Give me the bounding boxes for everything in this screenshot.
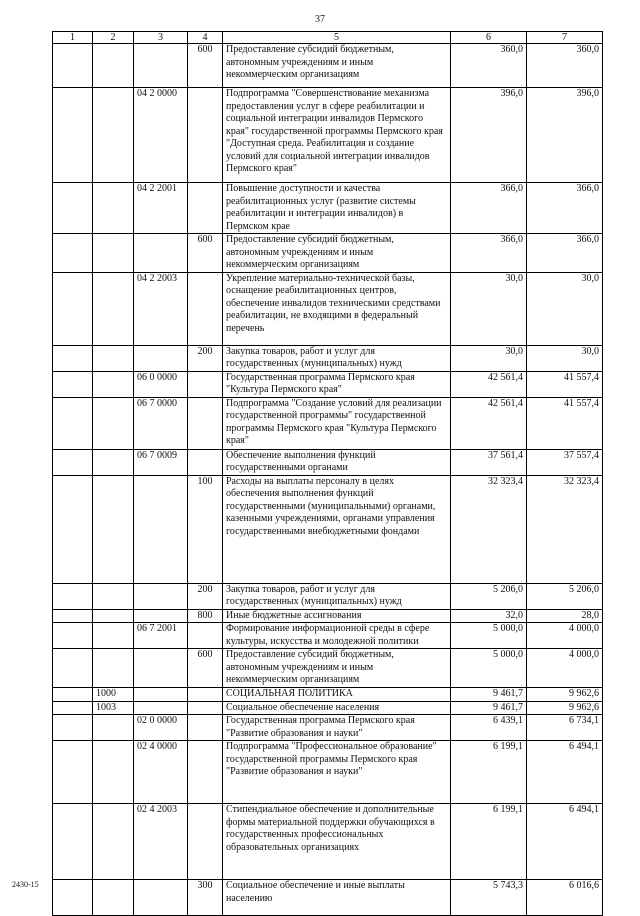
cell-target-article: 02 4 2003 bbox=[134, 804, 188, 880]
cell-col1 bbox=[53, 397, 93, 449]
cell-amount-year2: 396,0 bbox=[527, 88, 603, 183]
cell-col1 bbox=[53, 345, 93, 371]
cell-section bbox=[93, 804, 134, 880]
cell-section bbox=[93, 649, 134, 688]
table-row bbox=[53, 715, 603, 741]
cell-col1 bbox=[53, 371, 93, 397]
cell-section bbox=[93, 183, 134, 234]
column-header: 4 bbox=[188, 32, 223, 44]
footer-code: 2430-15 bbox=[12, 880, 39, 889]
cell-amount-year1: 360,0 bbox=[451, 44, 527, 88]
cell-description: Социальное обеспечение и иные выплаты населению bbox=[223, 880, 451, 916]
cell-amount-year1: 396,0 bbox=[451, 88, 527, 183]
cell-description: Обеспечение выполнения функций государственными органами bbox=[223, 449, 451, 475]
cell-description: Закупка товаров, работ и услуг для государственных (муниципальных) нужд bbox=[223, 345, 451, 371]
cell-amount-year1: 5 000,0 bbox=[451, 649, 527, 688]
cell-col1 bbox=[53, 649, 93, 688]
cell-expense-type bbox=[188, 371, 223, 397]
cell-target-article: 06 7 0009 bbox=[134, 449, 188, 475]
cell-amount-year1: 366,0 bbox=[451, 234, 527, 273]
cell-amount-year1: 30,0 bbox=[451, 272, 527, 345]
cell-col1 bbox=[53, 88, 93, 183]
cell-expense-type: 300 bbox=[188, 880, 223, 916]
cell-description: СОЦИАЛЬНАЯ ПОЛИТИКА bbox=[223, 688, 451, 702]
cell-expense-type: 200 bbox=[188, 345, 223, 371]
cell-target-article bbox=[134, 583, 188, 609]
cell-target-article bbox=[134, 701, 188, 715]
table-row bbox=[53, 623, 603, 649]
page-number: 37 bbox=[315, 14, 325, 25]
cell-expense-type bbox=[188, 804, 223, 880]
cell-target-article bbox=[134, 234, 188, 273]
cell-amount-year2: 9 962,6 bbox=[527, 701, 603, 715]
cell-expense-type bbox=[188, 88, 223, 183]
cell-amount-year1: 6 439,1 bbox=[451, 715, 527, 741]
cell-col1 bbox=[53, 234, 93, 273]
cell-amount-year2: 37 557,4 bbox=[527, 449, 603, 475]
cell-amount-year1: 30,0 bbox=[451, 345, 527, 371]
table-row bbox=[53, 880, 603, 916]
cell-col1 bbox=[53, 609, 93, 623]
cell-target-article: 06 7 0000 bbox=[134, 397, 188, 449]
cell-description: Формирование информационной среды в сфере культуры, искусства и молодежной политики bbox=[223, 623, 451, 649]
cell-description: Подпрограмма "Профессиональное образование" государственной программы Пермского края "Развитие образования и науки" bbox=[223, 741, 451, 804]
cell-amount-year1: 366,0 bbox=[451, 183, 527, 234]
column-header: 3 bbox=[134, 32, 188, 44]
cell-target-article: 06 0 0000 bbox=[134, 371, 188, 397]
cell-amount-year1: 37 561,4 bbox=[451, 449, 527, 475]
cell-amount-year2: 41 557,4 bbox=[527, 371, 603, 397]
cell-expense-type bbox=[188, 701, 223, 715]
cell-amount-year1: 32,0 bbox=[451, 609, 527, 623]
table-row bbox=[53, 475, 603, 583]
cell-col1 bbox=[53, 623, 93, 649]
table-row bbox=[53, 649, 603, 688]
cell-description: Подпрограмма "Совершенствование механизма предоставления услуг в сфере реабилитации и социальной интеграции инвалидов Пермского края" государственной программы Пермского края "Доступная среда. Реабилитация и создание условий для социальной интеграции инвалидов Пермского края" bbox=[223, 88, 451, 183]
cell-section bbox=[93, 623, 134, 649]
cell-target-article: 02 4 0000 bbox=[134, 741, 188, 804]
cell-description: Укрепление материально-технической базы, оснащение реабилитационных центров, обеспечение инвалидов техническими средствами реабилитации, не входящими в федеральный перечень bbox=[223, 272, 451, 345]
budget-table bbox=[52, 31, 603, 916]
cell-description: Расходы на выплаты персоналу в целях обеспечения выполнения функций государственными (муниципальными) органами, казенными учреждениями, органами управления государственными внебюджетными фондами bbox=[223, 475, 451, 583]
column-header: 5 bbox=[223, 32, 451, 44]
table-row bbox=[53, 701, 603, 715]
cell-amount-year1: 5 000,0 bbox=[451, 623, 527, 649]
cell-amount-year1: 5 206,0 bbox=[451, 583, 527, 609]
cell-target-article bbox=[134, 880, 188, 916]
table-row bbox=[53, 44, 603, 88]
cell-amount-year2: 366,0 bbox=[527, 183, 603, 234]
cell-col1 bbox=[53, 44, 93, 88]
cell-section bbox=[93, 449, 134, 475]
cell-description: Закупка товаров, работ и услуг для государственных (муниципальных) нужд bbox=[223, 583, 451, 609]
table-row bbox=[53, 688, 603, 702]
cell-col1 bbox=[53, 741, 93, 804]
cell-expense-type: 600 bbox=[188, 44, 223, 88]
column-header: 6 bbox=[451, 32, 527, 44]
cell-expense-type: 200 bbox=[188, 583, 223, 609]
cell-target-article bbox=[134, 44, 188, 88]
cell-target-article: 04 2 2001 bbox=[134, 183, 188, 234]
cell-expense-type bbox=[188, 623, 223, 649]
cell-expense-type bbox=[188, 272, 223, 345]
column-header: 1 bbox=[53, 32, 93, 44]
cell-section bbox=[93, 397, 134, 449]
table-row bbox=[53, 397, 603, 449]
table-row bbox=[53, 583, 603, 609]
cell-description: Иные бюджетные ассигнования bbox=[223, 609, 451, 623]
table-row bbox=[53, 88, 603, 183]
cell-amount-year1: 32 323,4 bbox=[451, 475, 527, 583]
column-header: 7 bbox=[527, 32, 603, 44]
cell-description: Стипендиальное обеспечение и дополнительные формы материальной поддержки обучающихся в государственных профессиональных образовательных организациях bbox=[223, 804, 451, 880]
cell-section: 1000 bbox=[93, 688, 134, 702]
cell-amount-year2: 9 962,6 bbox=[527, 688, 603, 702]
table-row bbox=[53, 804, 603, 880]
table-row bbox=[53, 609, 603, 623]
cell-col1 bbox=[53, 804, 93, 880]
cell-col1 bbox=[53, 715, 93, 741]
cell-amount-year2: 4 000,0 bbox=[527, 649, 603, 688]
cell-col1 bbox=[53, 183, 93, 234]
cell-section bbox=[93, 475, 134, 583]
cell-amount-year2: 6 734,1 bbox=[527, 715, 603, 741]
cell-target-article: 02 0 0000 bbox=[134, 715, 188, 741]
cell-amount-year2: 4 000,0 bbox=[527, 623, 603, 649]
cell-section bbox=[93, 88, 134, 183]
cell-expense-type bbox=[188, 688, 223, 702]
cell-description: Повышение доступности и качества реабилитационных услуг (развитие системы реабилитации и интеграции инвалидов) в Пермском крае bbox=[223, 183, 451, 234]
cell-expense-type bbox=[188, 183, 223, 234]
table-row bbox=[53, 234, 603, 273]
cell-description: Предоставление субсидий бюджетным, автономным учреждениям и иным некоммерческим организациям bbox=[223, 44, 451, 88]
cell-section bbox=[93, 609, 134, 623]
cell-amount-year2: 28,0 bbox=[527, 609, 603, 623]
cell-target-article bbox=[134, 609, 188, 623]
cell-amount-year2: 6 494,1 bbox=[527, 804, 603, 880]
cell-amount-year1: 6 199,1 bbox=[451, 804, 527, 880]
cell-amount-year2: 6 494,1 bbox=[527, 741, 603, 804]
cell-target-article: 04 2 0000 bbox=[134, 88, 188, 183]
cell-amount-year2: 366,0 bbox=[527, 234, 603, 273]
cell-amount-year2: 32 323,4 bbox=[527, 475, 603, 583]
cell-section bbox=[93, 44, 134, 88]
cell-amount-year1: 6 199,1 bbox=[451, 741, 527, 804]
cell-description: Государственная программа Пермского края "Развитие образования и науки" bbox=[223, 715, 451, 741]
header-row bbox=[53, 32, 603, 44]
cell-col1 bbox=[53, 688, 93, 702]
cell-section bbox=[93, 583, 134, 609]
cell-col1 bbox=[53, 475, 93, 583]
cell-expense-type: 800 bbox=[188, 609, 223, 623]
cell-amount-year2: 30,0 bbox=[527, 345, 603, 371]
table-row bbox=[53, 183, 603, 234]
cell-section bbox=[93, 272, 134, 345]
cell-target-article bbox=[134, 475, 188, 583]
cell-amount-year1: 9 461,7 bbox=[451, 688, 527, 702]
cell-col1 bbox=[53, 701, 93, 715]
table-row bbox=[53, 449, 603, 475]
cell-col1 bbox=[53, 880, 93, 916]
cell-section bbox=[93, 371, 134, 397]
cell-section bbox=[93, 715, 134, 741]
cell-target-article: 04 2 2003 bbox=[134, 272, 188, 345]
cell-amount-year1: 9 461,7 bbox=[451, 701, 527, 715]
cell-amount-year2: 41 557,4 bbox=[527, 397, 603, 449]
cell-section: 1003 bbox=[93, 701, 134, 715]
cell-expense-type: 600 bbox=[188, 234, 223, 273]
cell-expense-type bbox=[188, 741, 223, 804]
cell-amount-year1: 42 561,4 bbox=[451, 397, 527, 449]
cell-amount-year2: 30,0 bbox=[527, 272, 603, 345]
cell-section bbox=[93, 234, 134, 273]
cell-section bbox=[93, 880, 134, 916]
cell-col1 bbox=[53, 583, 93, 609]
cell-expense-type bbox=[188, 449, 223, 475]
cell-section bbox=[93, 741, 134, 804]
cell-description: Предоставление субсидий бюджетным, автономным учреждениям и иным некоммерческим организациям bbox=[223, 234, 451, 273]
cell-amount-year1: 42 561,4 bbox=[451, 371, 527, 397]
cell-target-article: 06 7 2001 bbox=[134, 623, 188, 649]
column-header: 2 bbox=[93, 32, 134, 44]
cell-target-article bbox=[134, 345, 188, 371]
cell-section bbox=[93, 345, 134, 371]
table-row bbox=[53, 345, 603, 371]
cell-amount-year2: 6 016,6 bbox=[527, 880, 603, 916]
cell-description: Государственная программа Пермского края "Культура Пермского края" bbox=[223, 371, 451, 397]
cell-amount-year2: 360,0 bbox=[527, 44, 603, 88]
cell-description: Предоставление субсидий бюджетным, автономным учреждениям и иным некоммерческим организациям bbox=[223, 649, 451, 688]
cell-description: Подпрограмма "Создание условий для реализации государственной программы" государственной программы Пермского края "Культура Пермского края" bbox=[223, 397, 451, 449]
cell-amount-year1: 5 743,3 bbox=[451, 880, 527, 916]
cell-target-article bbox=[134, 688, 188, 702]
cell-expense-type: 100 bbox=[188, 475, 223, 583]
cell-col1 bbox=[53, 449, 93, 475]
cell-expense-type bbox=[188, 397, 223, 449]
cell-expense-type bbox=[188, 715, 223, 741]
table-row bbox=[53, 272, 603, 345]
cell-description: Социальное обеспечение населения bbox=[223, 701, 451, 715]
cell-amount-year2: 5 206,0 bbox=[527, 583, 603, 609]
table-row bbox=[53, 371, 603, 397]
cell-target-article bbox=[134, 649, 188, 688]
cell-col1 bbox=[53, 272, 93, 345]
cell-expense-type: 600 bbox=[188, 649, 223, 688]
table-row bbox=[53, 741, 603, 804]
